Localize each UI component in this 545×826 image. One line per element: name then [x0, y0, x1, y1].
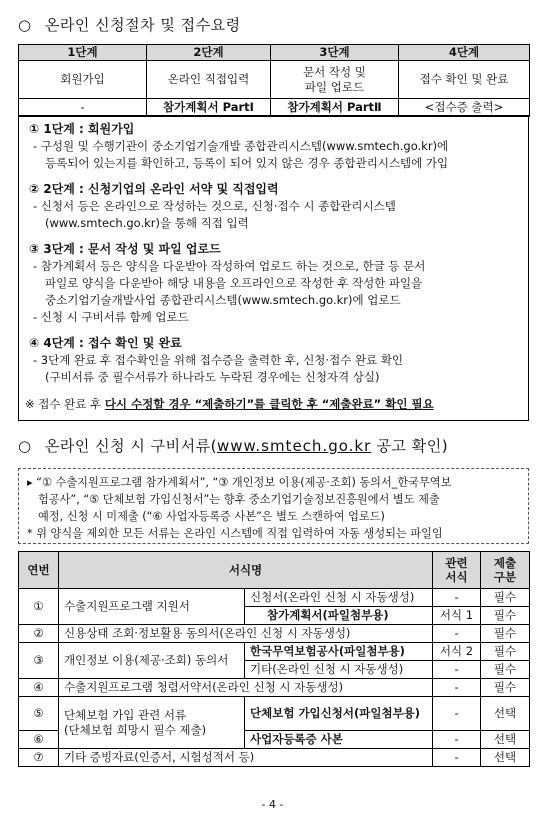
doc-group-name: 개인정보 이용(제공·조회) 동의서: [59, 643, 245, 679]
doc-name: 수출지원프로그램 청렴서약서(온라인 신청 시 자동생성): [59, 679, 433, 697]
steps-table: [18, 44, 530, 117]
col-header-form: 관련 서식: [433, 552, 481, 589]
step-header-3: 3단계: [271, 45, 399, 61]
note-line3: 예정, 신청 시 미제출 (“⑥ 사업자등록증 사본”은 별도 스캔하여 업로드): [38, 510, 385, 523]
step-header-1: 1단계: [19, 45, 147, 61]
doc-name: 사업자등록증 사본: [245, 731, 433, 749]
step3-line2: 파일로 양식을 다운받아 해당 내용을 오프라인으로 작성한 후 작성한 파일을: [45, 276, 423, 290]
step-doc-1: -: [19, 99, 147, 117]
page-number: - 4 -: [261, 798, 284, 811]
table-row: [19, 749, 530, 767]
row-number: ①: [19, 589, 59, 625]
step4-line1: - 3단계 완료 후 접수확인을 위해 접수증을 출력한 후, 신청·접수 완료 확인: [33, 353, 404, 367]
doc-requirement: 선택: [481, 749, 530, 767]
doc-form: -: [433, 697, 481, 731]
row-number: ②: [19, 625, 59, 643]
step-details-box: [18, 115, 529, 421]
section-heading-procedure: [18, 14, 241, 35]
step2-title: ② 2단계 : 신청기업의 온라인 서약 및 직접입력: [29, 182, 279, 196]
doc-form: -: [433, 625, 481, 643]
step1-line1: - 구성원 및 수행기관이 중소기업기술개발 종합관리시스템(www.smtech.go.kr)에: [33, 139, 449, 153]
row-number: ⑤: [19, 697, 59, 731]
doc-name: 신청서(온라인 신청 시 자동생성): [245, 589, 433, 607]
doc-requirement: 필수: [481, 625, 530, 643]
doc-group-name: [59, 697, 245, 749]
doc-requirement: 선택: [481, 697, 530, 731]
table-row: [19, 589, 530, 607]
row-number: ⑥: [19, 731, 59, 749]
table-row: [19, 625, 530, 643]
step3-line1: - 참가계획서 등은 양식을 다운받아 작성하여 업로드 하는 것으로, 한글 등 문서: [33, 259, 426, 273]
note-line2: 험공사”, “⑤ 단체보험 가입신청서”는 향후 중소기업기술정보진흥원에서 별도 제출: [38, 493, 440, 506]
documents-header-row: [19, 552, 530, 589]
doc-name: 단체보험 가입신청서(파일첨부용): [245, 697, 433, 731]
row-number: ③: [19, 643, 59, 679]
notice-prefix: ※ 접수 완료 후: [25, 397, 102, 411]
step-action-2: 온라인 직접입력: [147, 61, 271, 99]
step3-title: ③ 3단계 : 문서 작성 및 파일 업로드: [29, 242, 221, 256]
doc-group-line2: (단체보험 희망시 필수 제출): [64, 722, 207, 737]
row-number: ④: [19, 679, 59, 697]
col-header-name: 서식명: [59, 552, 433, 589]
doc-name: 기타 증빙자료(인증서, 시험성적서 등): [59, 749, 433, 767]
row-number: ⑦: [19, 749, 59, 767]
table-row: [19, 679, 530, 697]
step-doc-3: 참가계획서 PartⅡ: [271, 99, 399, 117]
doc-requirement: 필수: [481, 589, 530, 607]
notice-emphasis: 다시 수정할 경우 “제출하기”를 클릭한 후 “제출완료” 확인 필요: [104, 397, 434, 411]
doc-requirement: 필수: [481, 679, 530, 697]
doc-form: -: [433, 661, 481, 679]
step1-title: ① 1단계 : 회원가입: [29, 122, 135, 136]
step2-line2: (www.smtech.go.kr)을 통해 직접 입력: [45, 216, 249, 230]
doc-form: -: [433, 589, 481, 607]
doc-requirement: 필수: [481, 643, 530, 661]
table-row: [19, 697, 530, 731]
section-bullet: ○: [18, 437, 32, 455]
col-header-no: 연번: [19, 552, 59, 589]
section-bullet: ○: [18, 16, 32, 34]
step-header-4: 4단계: [399, 45, 530, 61]
doc-name: 참가계획서(파일첨부용): [245, 607, 433, 625]
step1-line2: 등록되어 있는지를 확인하고, 등록이 되어 있지 않은 경우 종합관리시스템에 가입: [45, 156, 449, 170]
section-title-suffix: 공고 확인): [371, 437, 449, 455]
doc-requirement: 선택: [481, 731, 530, 749]
col-header-req: 제출 구분: [481, 552, 530, 589]
doc-group-line1: 단체보험 가입 관련 서류: [64, 708, 187, 723]
doc-name: 한국무역보험공사(파일첨부용): [245, 643, 433, 661]
doc-name: 신용상태 조회·정보활용 동의서(온라인 신청 시 자동생성): [59, 625, 433, 643]
step-action-4: 접수 확인 및 완료: [399, 61, 530, 99]
section-heading-documents: [18, 435, 448, 456]
table-row: [19, 643, 530, 661]
step-action-1: 회원가입: [19, 61, 147, 99]
smtech-url-link[interactable]: www.smtech.go.kr: [216, 437, 372, 455]
doc-group-name: 수출지원프로그램 지원서: [59, 589, 245, 625]
section-title-prefix: 온라인 신청 시 구비서류(: [44, 437, 217, 455]
steps-doc-row: [19, 99, 530, 117]
doc-form: -: [433, 749, 481, 767]
doc-form: -: [433, 679, 481, 697]
submit-notice: [25, 396, 434, 412]
step4-title: ④ 4단계 : 접수 확인 및 완료: [29, 336, 182, 350]
step-doc-2: 참가계획서 PartⅠ: [147, 99, 271, 117]
doc-form: 서식 1: [433, 607, 481, 625]
step-action-3: 문서 작성 및 파일 업로드: [271, 61, 399, 99]
steps-action-row: [19, 61, 530, 99]
doc-requirement: 필수: [481, 661, 530, 679]
doc-form: -: [433, 731, 481, 749]
doc-form: 서식 2: [433, 643, 481, 661]
note-line1: ▸ “① 수출지원프로그램 참가계획서”, “③ 개인정보 이용(제공·조회) 동의서_한국무역보: [27, 476, 452, 489]
doc-requirement: 필수: [481, 607, 530, 625]
note-line4: * 위 양식을 제외한 모든 서류는 온라인 시스템에 직접 입력하여 자동 생성되는 파일임: [27, 527, 443, 540]
documents-table: [18, 551, 530, 767]
step2-line1: - 신청서 등은 온라인으로 작성하는 것으로, 신청·접수 시 종합관리시스템: [33, 199, 396, 213]
step-doc-4: <접수증 출력>: [399, 99, 530, 117]
steps-header-row: [19, 45, 530, 61]
step3-line3: 중소기업기술개발사업 종합관리시스템(www.smtech.go.kr)에 업로드: [45, 293, 401, 307]
step-header-2: 2단계: [147, 45, 271, 61]
section-title: 온라인 신청절차 및 접수요령: [44, 16, 241, 34]
step3-line4: - 신청 시 구비서류 함께 업로드: [33, 310, 189, 324]
step4-line2: (구비서류 중 필수서류가 하나라도 누락된 경우에는 신청자격 상실): [45, 370, 380, 384]
doc-name: 기타(온라인 신청 시 자동생성): [245, 661, 433, 679]
documents-note-box: [18, 468, 529, 544]
